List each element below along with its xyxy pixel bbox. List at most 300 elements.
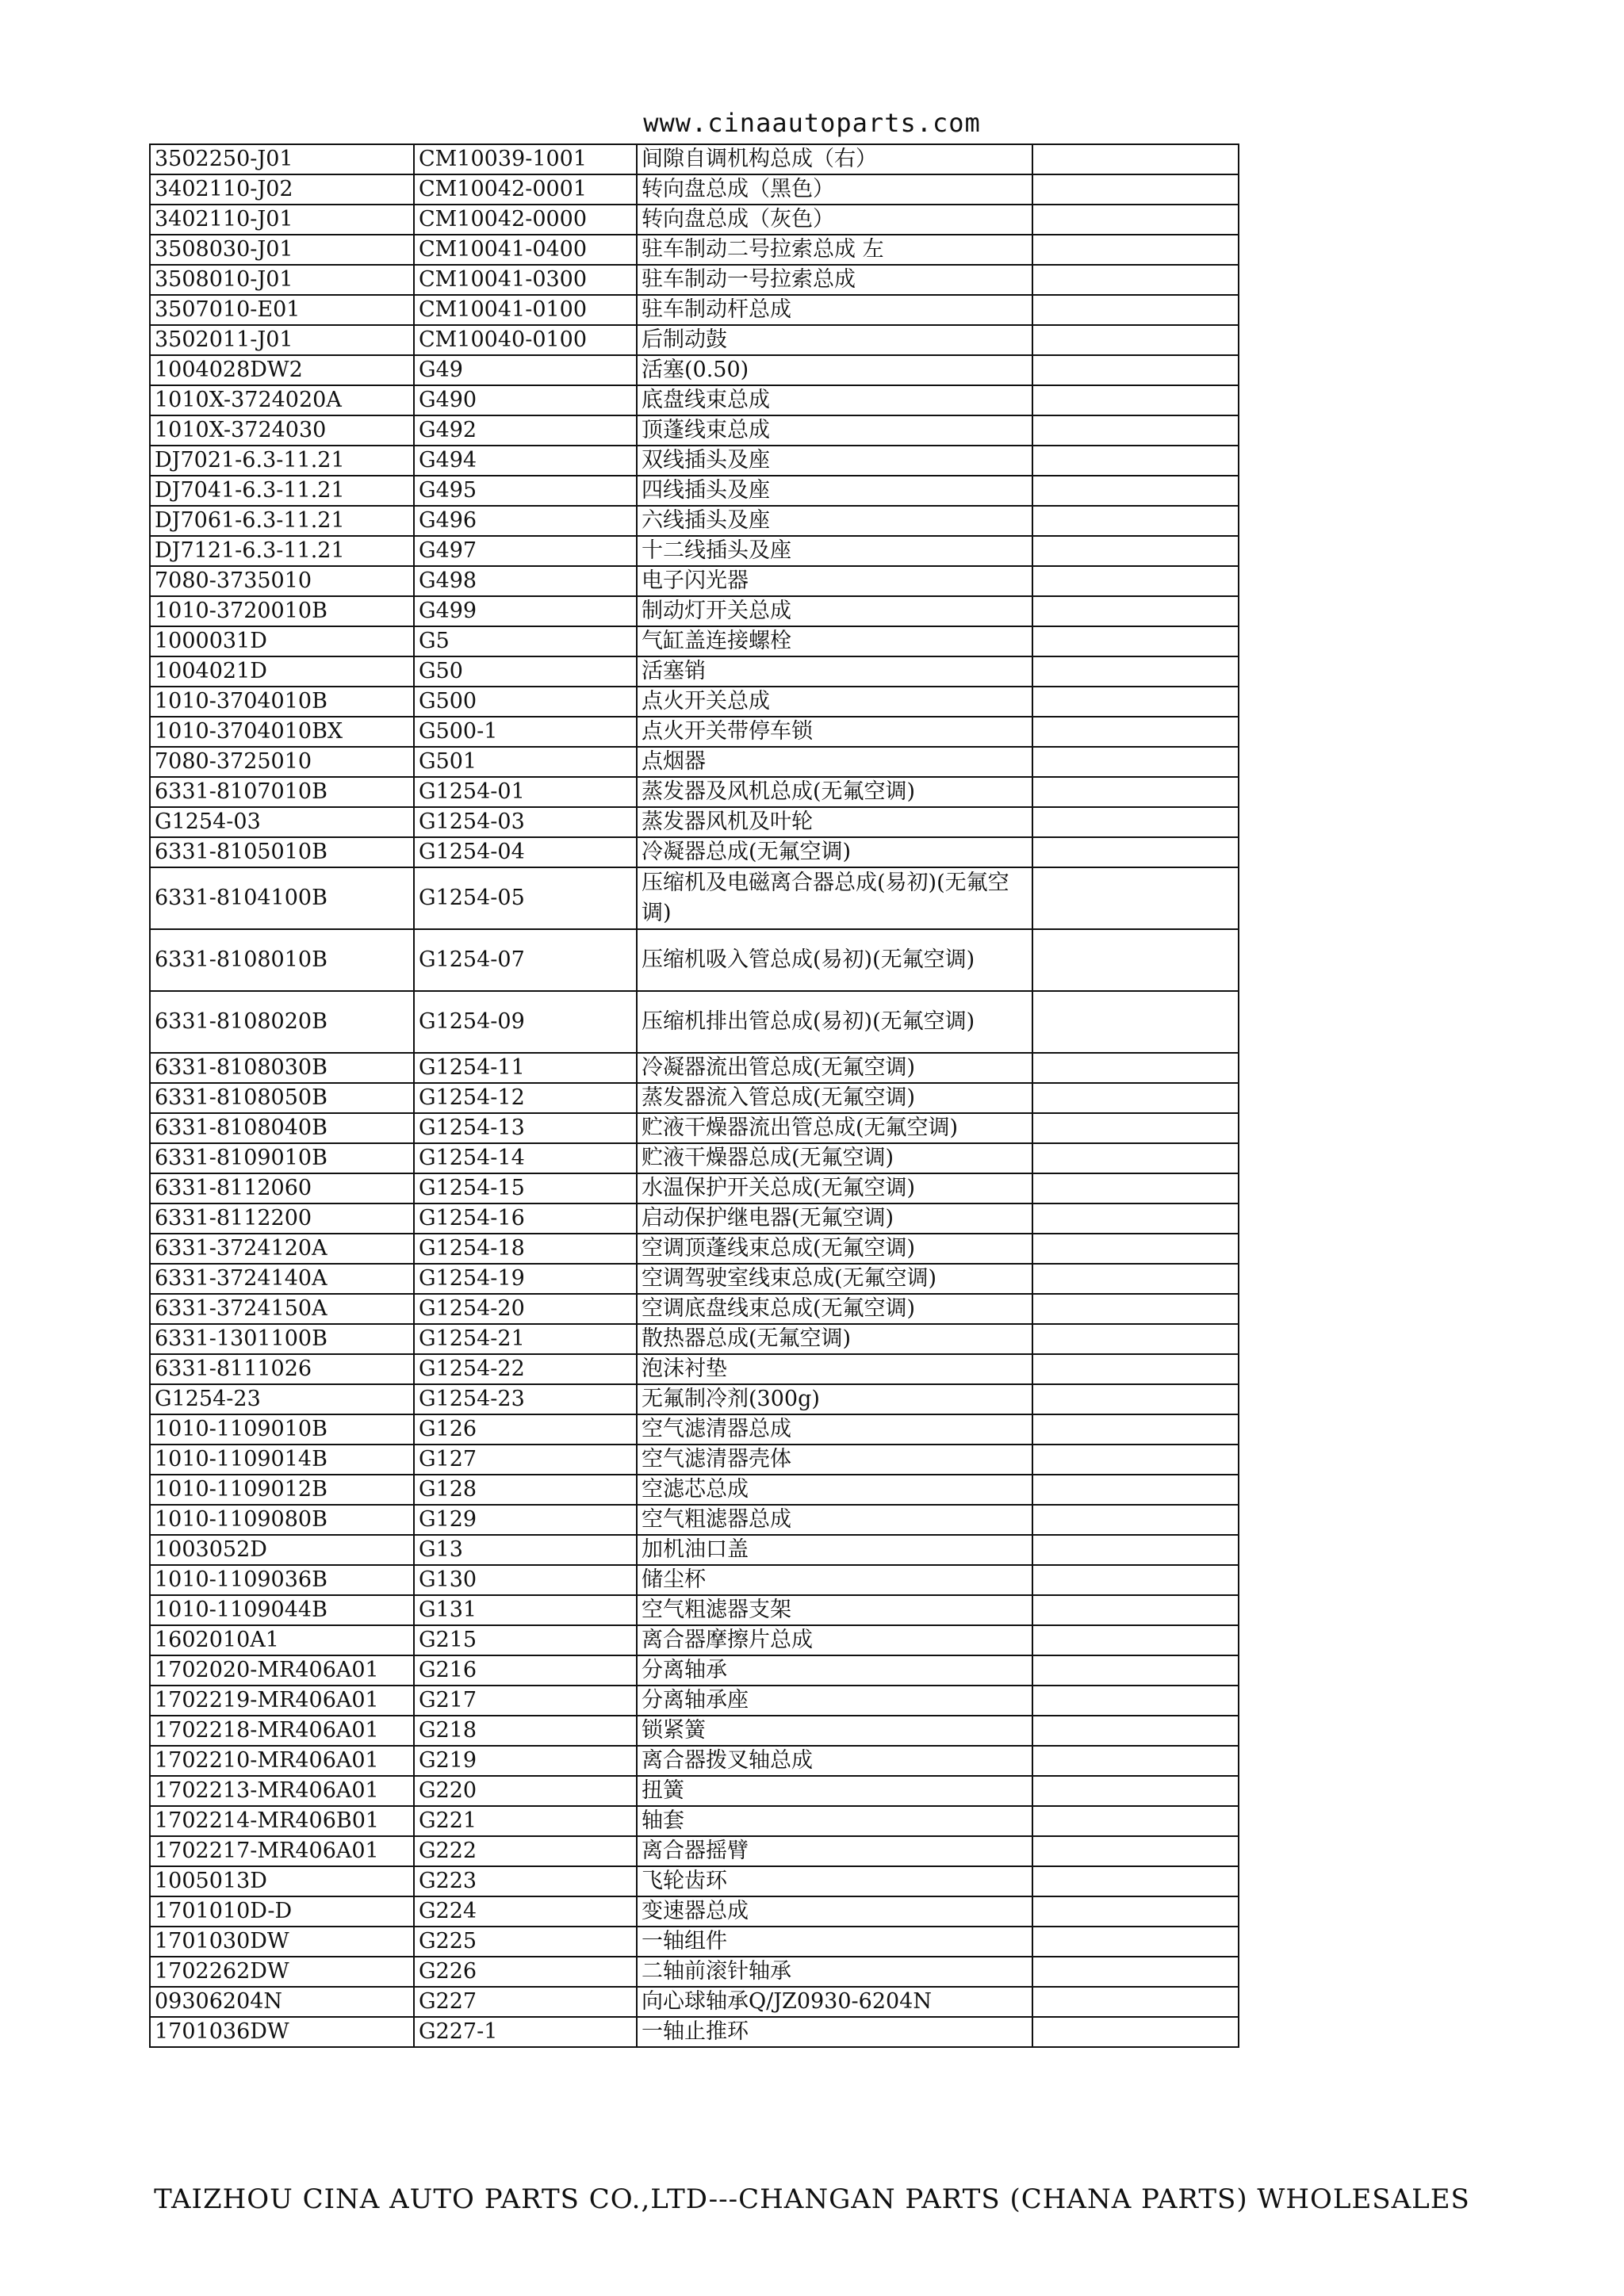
part-name-cell: 储尘杯 xyxy=(637,1565,1032,1595)
table-row xyxy=(150,596,1239,626)
part-name-cell: 加机油口盖 xyxy=(637,1535,1032,1565)
note-cell xyxy=(1032,777,1239,807)
part-code-cell: CM10040-0100 xyxy=(414,325,637,355)
part-code-cell: CM10041-0300 xyxy=(414,265,637,295)
part-code-cell: G1254-20 xyxy=(414,1294,637,1324)
note-cell xyxy=(1032,1595,1239,1625)
note-cell xyxy=(1032,867,1239,929)
note-cell xyxy=(1032,1686,1239,1716)
table-row xyxy=(150,837,1239,867)
part-name-cell: 分离轴承 xyxy=(637,1655,1032,1686)
part-name-cell: 驻车制动一号拉索总成 xyxy=(637,265,1032,295)
part-code-cell: G500-1 xyxy=(414,717,637,747)
part-name-cell: 空调底盘线束总成(无氟空调) xyxy=(637,1294,1032,1324)
note-cell xyxy=(1032,656,1239,687)
oem-number-cell: 1010-3704010B xyxy=(150,687,414,717)
part-name-cell: 空气滤清器壳体 xyxy=(637,1445,1032,1475)
oem-number-cell: 1702219-MR406A01 xyxy=(150,1686,414,1716)
oem-number-cell: 3402110-J02 xyxy=(150,174,414,205)
table-row xyxy=(150,626,1239,656)
part-code-cell: G490 xyxy=(414,385,637,415)
oem-number-cell: 1000031D xyxy=(150,626,414,656)
part-name-cell: 变速器总成 xyxy=(637,1896,1032,1927)
note-cell xyxy=(1032,929,1239,991)
table-row xyxy=(150,174,1239,205)
oem-number-cell: 3508030-J01 xyxy=(150,235,414,265)
part-code-cell: G495 xyxy=(414,476,637,506)
page-header-url: www.cinaautoparts.com xyxy=(643,108,981,138)
oem-number-cell: 1010-1109014B xyxy=(150,1445,414,1475)
note-cell xyxy=(1032,1143,1239,1173)
part-name-cell: 冷凝器总成(无氟空调) xyxy=(637,837,1032,867)
note-cell xyxy=(1032,446,1239,476)
part-code-cell: G223 xyxy=(414,1866,637,1896)
table-row xyxy=(150,1957,1239,1987)
part-code-cell: G219 xyxy=(414,1746,637,1776)
part-name-cell: 水温保护开关总成(无氟空调) xyxy=(637,1173,1032,1203)
oem-number-cell: 1701030DW xyxy=(150,1927,414,1957)
part-name-cell: 转向盘总成（灰色） xyxy=(637,205,1032,235)
table-row xyxy=(150,1294,1239,1324)
table-row xyxy=(150,1113,1239,1143)
table-row xyxy=(150,1896,1239,1927)
oem-number-cell: DJ7041-6.3-11.21 xyxy=(150,476,414,506)
oem-number-cell: 1702214-MR406B01 xyxy=(150,1806,414,1836)
note-cell xyxy=(1032,1716,1239,1746)
part-name-cell: 空气滤清器总成 xyxy=(637,1414,1032,1445)
note-cell xyxy=(1032,687,1239,717)
note-cell xyxy=(1032,1776,1239,1806)
oem-number-cell: 1010-3704010BX xyxy=(150,717,414,747)
oem-number-cell: 3402110-J01 xyxy=(150,205,414,235)
part-code-cell: G501 xyxy=(414,747,637,777)
oem-number-cell: 1010-1109012B xyxy=(150,1475,414,1505)
part-name-cell: 散热器总成(无氟空调) xyxy=(637,1324,1032,1354)
part-code-cell: G216 xyxy=(414,1655,637,1686)
oem-number-cell: G1254-03 xyxy=(150,807,414,837)
note-cell xyxy=(1032,235,1239,265)
note-cell xyxy=(1032,476,1239,506)
note-cell xyxy=(1032,1987,1239,2017)
note-cell xyxy=(1032,2017,1239,2047)
note-cell xyxy=(1032,174,1239,205)
table-row xyxy=(150,1686,1239,1716)
part-name-cell: 扭簧 xyxy=(637,1776,1032,1806)
oem-number-cell: 1602010A1 xyxy=(150,1625,414,1655)
part-name-cell: 空调顶蓬线束总成(无氟空调) xyxy=(637,1234,1032,1264)
table-row xyxy=(150,1053,1239,1083)
part-code-cell: G130 xyxy=(414,1565,637,1595)
table-row xyxy=(150,1655,1239,1686)
part-name-cell: 点烟器 xyxy=(637,747,1032,777)
note-cell xyxy=(1032,1836,1239,1866)
oem-number-cell: 6331-3724140A xyxy=(150,1264,414,1294)
part-code-cell: G226 xyxy=(414,1957,637,1987)
part-name-cell: 制动灯开关总成 xyxy=(637,596,1032,626)
part-code-cell: CM10039-1001 xyxy=(414,144,637,174)
part-code-cell: G494 xyxy=(414,446,637,476)
part-code-cell: G218 xyxy=(414,1716,637,1746)
part-code-cell: G126 xyxy=(414,1414,637,1445)
part-code-cell: G1254-21 xyxy=(414,1324,637,1354)
part-name-cell: 飞轮齿环 xyxy=(637,1866,1032,1896)
part-code-cell: G127 xyxy=(414,1445,637,1475)
part-name-cell: 冷凝器流出管总成(无氟空调) xyxy=(637,1053,1032,1083)
oem-number-cell: 1701036DW xyxy=(150,2017,414,2047)
oem-number-cell: 1005013D xyxy=(150,1866,414,1896)
table-row xyxy=(150,506,1239,536)
table-row xyxy=(150,1324,1239,1354)
oem-number-cell: 6331-8109010B xyxy=(150,1143,414,1173)
oem-number-cell: 6331-8108050B xyxy=(150,1083,414,1113)
oem-number-cell: 1702217-MR406A01 xyxy=(150,1836,414,1866)
note-cell xyxy=(1032,1896,1239,1927)
part-name-cell: 四线插头及座 xyxy=(637,476,1032,506)
oem-number-cell: 1010-1109010B xyxy=(150,1414,414,1445)
table-row xyxy=(150,536,1239,566)
oem-number-cell: 1010X-3724020A xyxy=(150,385,414,415)
table-row xyxy=(150,1746,1239,1776)
table-row xyxy=(150,1264,1239,1294)
note-cell xyxy=(1032,596,1239,626)
part-name-cell: 空调驾驶室线束总成(无氟空调) xyxy=(637,1264,1032,1294)
part-name-cell: 压缩机吸入管总成(易初)(无氟空调) xyxy=(637,929,1032,991)
part-code-cell: G224 xyxy=(414,1896,637,1927)
table-row xyxy=(150,991,1239,1053)
note-cell xyxy=(1032,1746,1239,1776)
oem-number-cell: 6331-1301100B xyxy=(150,1324,414,1354)
note-cell xyxy=(1032,1083,1239,1113)
part-name-cell: 活塞(0.50) xyxy=(637,355,1032,385)
table-row xyxy=(150,265,1239,295)
part-name-cell: 泡沫衬垫 xyxy=(637,1354,1032,1384)
table-row xyxy=(150,415,1239,446)
part-code-cell: G1254-14 xyxy=(414,1143,637,1173)
table-row xyxy=(150,1565,1239,1595)
part-name-cell: 六线插头及座 xyxy=(637,506,1032,536)
oem-number-cell: 1004021D xyxy=(150,656,414,687)
note-cell xyxy=(1032,807,1239,837)
part-name-cell: 离合器拨叉轴总成 xyxy=(637,1746,1032,1776)
part-code-cell: G129 xyxy=(414,1505,637,1535)
part-code-cell: G499 xyxy=(414,596,637,626)
part-code-cell: CM10041-0100 xyxy=(414,295,637,325)
table-row xyxy=(150,235,1239,265)
table-row xyxy=(150,1625,1239,1655)
page-footer-company: TAIZHOU CINA AUTO PARTS CO.,LTD---CHANGAN PARTS (CHANA PARTS) WHOLESALES xyxy=(154,2183,1470,2215)
table-row xyxy=(150,1716,1239,1746)
note-cell xyxy=(1032,566,1239,596)
part-name-cell: 一轴止推环 xyxy=(637,2017,1032,2047)
oem-number-cell: 09306204N xyxy=(150,1987,414,2017)
part-name-cell: 驻车制动二号拉索总成 左 xyxy=(637,235,1032,265)
oem-number-cell: 6331-8112200 xyxy=(150,1203,414,1234)
part-name-cell: 电子闪光器 xyxy=(637,566,1032,596)
note-cell xyxy=(1032,325,1239,355)
part-code-cell: G1254-03 xyxy=(414,807,637,837)
part-code-cell: CM10042-0001 xyxy=(414,174,637,205)
oem-number-cell: 1010-1109044B xyxy=(150,1595,414,1625)
note-cell xyxy=(1032,1535,1239,1565)
part-name-cell: 底盘线束总成 xyxy=(637,385,1032,415)
oem-number-cell: 6331-8112060 xyxy=(150,1173,414,1203)
oem-number-cell: 7080-3725010 xyxy=(150,747,414,777)
table-row xyxy=(150,1987,1239,2017)
part-code-cell: G227-1 xyxy=(414,2017,637,2047)
part-name-cell: 压缩机排出管总成(易初)(无氟空调) xyxy=(637,991,1032,1053)
part-code-cell: G1254-19 xyxy=(414,1264,637,1294)
part-code-cell: G1254-12 xyxy=(414,1083,637,1113)
note-cell xyxy=(1032,1294,1239,1324)
note-cell xyxy=(1032,1384,1239,1414)
oem-number-cell: 1010X-3724030 xyxy=(150,415,414,446)
table-row xyxy=(150,1083,1239,1113)
table-row xyxy=(150,355,1239,385)
part-code-cell: G1254-16 xyxy=(414,1203,637,1234)
part-code-cell: G1254-05 xyxy=(414,867,637,929)
oem-number-cell: G1254-23 xyxy=(150,1384,414,1414)
part-code-cell: G1254-07 xyxy=(414,929,637,991)
part-code-cell: G131 xyxy=(414,1595,637,1625)
part-code-cell: G1254-22 xyxy=(414,1354,637,1384)
table-row xyxy=(150,385,1239,415)
part-code-cell: G1254-04 xyxy=(414,837,637,867)
oem-number-cell: DJ7061-6.3-11.21 xyxy=(150,506,414,536)
part-code-cell: G492 xyxy=(414,415,637,446)
note-cell xyxy=(1032,1957,1239,1987)
oem-number-cell: 6331-8108010B xyxy=(150,929,414,991)
table-row xyxy=(150,1535,1239,1565)
oem-number-cell: 6331-8108030B xyxy=(150,1053,414,1083)
table-row xyxy=(150,1836,1239,1866)
note-cell xyxy=(1032,205,1239,235)
oem-number-cell: 1010-3720010B xyxy=(150,596,414,626)
table-row xyxy=(150,656,1239,687)
part-name-cell: 点火开关带停车锁 xyxy=(637,717,1032,747)
oem-number-cell: 3502011-J01 xyxy=(150,325,414,355)
part-code-cell: G50 xyxy=(414,656,637,687)
part-name-cell: 二轴前滚针轴承 xyxy=(637,1957,1032,1987)
table-row xyxy=(150,325,1239,355)
table-row xyxy=(150,1143,1239,1173)
note-cell xyxy=(1032,265,1239,295)
note-cell xyxy=(1032,991,1239,1053)
part-code-cell: G128 xyxy=(414,1475,637,1505)
part-name-cell: 转向盘总成（黑色） xyxy=(637,174,1032,205)
note-cell xyxy=(1032,717,1239,747)
part-code-cell: G1254-11 xyxy=(414,1053,637,1083)
table-row xyxy=(150,566,1239,596)
note-cell xyxy=(1032,626,1239,656)
part-name-cell: 贮液干燥器流出管总成(无氟空调) xyxy=(637,1113,1032,1143)
table-row xyxy=(150,717,1239,747)
part-name-cell: 驻车制动杆总成 xyxy=(637,295,1032,325)
part-name-cell: 气缸盖连接螺栓 xyxy=(637,626,1032,656)
table-row xyxy=(150,446,1239,476)
note-cell xyxy=(1032,385,1239,415)
table-row xyxy=(150,1173,1239,1203)
table-row xyxy=(150,1445,1239,1475)
part-code-cell: G1254-09 xyxy=(414,991,637,1053)
part-code-cell: G1254-13 xyxy=(414,1113,637,1143)
note-cell xyxy=(1032,1475,1239,1505)
table-row xyxy=(150,807,1239,837)
oem-number-cell: DJ7121-6.3-11.21 xyxy=(150,536,414,566)
part-name-cell: 蒸发器风机及叶轮 xyxy=(637,807,1032,837)
part-name-cell: 分离轴承座 xyxy=(637,1686,1032,1716)
oem-number-cell: 1003052D xyxy=(150,1535,414,1565)
oem-number-cell: 1702210-MR406A01 xyxy=(150,1746,414,1776)
table-row xyxy=(150,1595,1239,1625)
part-name-cell: 空气粗滤器总成 xyxy=(637,1505,1032,1535)
oem-number-cell: DJ7021-6.3-11.21 xyxy=(150,446,414,476)
part-name-cell: 双线插头及座 xyxy=(637,446,1032,476)
part-name-cell: 点火开关总成 xyxy=(637,687,1032,717)
note-cell xyxy=(1032,1866,1239,1896)
part-code-cell: G1254-15 xyxy=(414,1173,637,1203)
table-row xyxy=(150,1505,1239,1535)
oem-number-cell: 6331-8104100B xyxy=(150,867,414,929)
table-row xyxy=(150,1203,1239,1234)
oem-number-cell: 6331-8105010B xyxy=(150,837,414,867)
table-row xyxy=(150,1806,1239,1836)
oem-number-cell: 1702262DW xyxy=(150,1957,414,1987)
note-cell xyxy=(1032,747,1239,777)
part-code-cell: G215 xyxy=(414,1625,637,1655)
part-name-cell: 顶蓬线束总成 xyxy=(637,415,1032,446)
table-row xyxy=(150,1354,1239,1384)
oem-number-cell: 1701010D-D xyxy=(150,1896,414,1927)
note-cell xyxy=(1032,1505,1239,1535)
oem-number-cell: 6331-3724150A xyxy=(150,1294,414,1324)
part-name-cell: 十二线插头及座 xyxy=(637,536,1032,566)
part-name-cell: 向心球轴承Q/JZ0930-6204N xyxy=(637,1987,1032,2017)
part-name-cell: 一轴组件 xyxy=(637,1927,1032,1957)
part-name-cell: 蒸发器及风机总成(无氟空调) xyxy=(637,777,1032,807)
part-code-cell: G500 xyxy=(414,687,637,717)
note-cell xyxy=(1032,506,1239,536)
table-row xyxy=(150,2017,1239,2047)
note-cell xyxy=(1032,1203,1239,1234)
note-cell xyxy=(1032,1927,1239,1957)
table-row xyxy=(150,867,1239,929)
part-code-cell: G1254-01 xyxy=(414,777,637,807)
part-name-cell: 离合器摇臂 xyxy=(637,1836,1032,1866)
oem-number-cell: 1010-1109080B xyxy=(150,1505,414,1535)
part-code-cell: G13 xyxy=(414,1535,637,1565)
table-row xyxy=(150,1866,1239,1896)
oem-number-cell: 1010-1109036B xyxy=(150,1565,414,1595)
part-code-cell: G1254-18 xyxy=(414,1234,637,1264)
part-code-cell: G221 xyxy=(414,1806,637,1836)
oem-number-cell: 6331-3724120A xyxy=(150,1234,414,1264)
table-row xyxy=(150,476,1239,506)
note-cell xyxy=(1032,144,1239,174)
oem-number-cell: 6331-8111026 xyxy=(150,1354,414,1384)
part-code-cell: G227 xyxy=(414,1987,637,2017)
note-cell xyxy=(1032,1806,1239,1836)
parts-table xyxy=(149,144,1239,2048)
part-code-cell: G5 xyxy=(414,626,637,656)
oem-number-cell: 1702213-MR406A01 xyxy=(150,1776,414,1806)
table-row xyxy=(150,777,1239,807)
part-code-cell: G1254-23 xyxy=(414,1384,637,1414)
oem-number-cell: 1004028DW2 xyxy=(150,355,414,385)
part-name-cell: 空滤芯总成 xyxy=(637,1475,1032,1505)
part-name-cell: 锁紧簧 xyxy=(637,1716,1032,1746)
part-name-cell: 空气粗滤器支架 xyxy=(637,1595,1032,1625)
table-row xyxy=(150,144,1239,174)
part-code-cell: G498 xyxy=(414,566,637,596)
note-cell xyxy=(1032,1324,1239,1354)
oem-number-cell: 1702020-MR406A01 xyxy=(150,1655,414,1686)
table-row xyxy=(150,687,1239,717)
oem-number-cell: 3502250-J01 xyxy=(150,144,414,174)
note-cell xyxy=(1032,1565,1239,1595)
part-name-cell: 蒸发器流入管总成(无氟空调) xyxy=(637,1083,1032,1113)
table-row xyxy=(150,1414,1239,1445)
note-cell xyxy=(1032,1053,1239,1083)
part-code-cell: G497 xyxy=(414,536,637,566)
part-name-cell: 后制动鼓 xyxy=(637,325,1032,355)
part-name-cell: 无氟制冷剂(300g) xyxy=(637,1384,1032,1414)
table-row xyxy=(150,1776,1239,1806)
note-cell xyxy=(1032,1445,1239,1475)
note-cell xyxy=(1032,415,1239,446)
oem-number-cell: 6331-8108020B xyxy=(150,991,414,1053)
table-row xyxy=(150,295,1239,325)
note-cell xyxy=(1032,1625,1239,1655)
note-cell xyxy=(1032,1173,1239,1203)
part-code-cell: CM10041-0400 xyxy=(414,235,637,265)
note-cell xyxy=(1032,295,1239,325)
oem-number-cell: 3507010-E01 xyxy=(150,295,414,325)
part-code-cell: G49 xyxy=(414,355,637,385)
oem-number-cell: 1702218-MR406A01 xyxy=(150,1716,414,1746)
note-cell xyxy=(1032,1655,1239,1686)
table-row xyxy=(150,929,1239,991)
note-cell xyxy=(1032,1264,1239,1294)
part-name-cell: 贮液干燥器总成(无氟空调) xyxy=(637,1143,1032,1173)
oem-number-cell: 3508010-J01 xyxy=(150,265,414,295)
part-code-cell: G225 xyxy=(414,1927,637,1957)
table-row xyxy=(150,1384,1239,1414)
table-row xyxy=(150,747,1239,777)
table-row xyxy=(150,205,1239,235)
table-row xyxy=(150,1234,1239,1264)
part-code-cell: CM10042-0000 xyxy=(414,205,637,235)
part-name-cell: 活塞销 xyxy=(637,656,1032,687)
note-cell xyxy=(1032,536,1239,566)
table-row xyxy=(150,1475,1239,1505)
note-cell xyxy=(1032,1414,1239,1445)
part-name-cell: 启动保护继电器(无氟空调) xyxy=(637,1203,1032,1234)
part-code-cell: G220 xyxy=(414,1776,637,1806)
oem-number-cell: 7080-3735010 xyxy=(150,566,414,596)
note-cell xyxy=(1032,837,1239,867)
note-cell xyxy=(1032,1354,1239,1384)
part-code-cell: G222 xyxy=(414,1836,637,1866)
note-cell xyxy=(1032,1234,1239,1264)
note-cell xyxy=(1032,355,1239,385)
oem-number-cell: 6331-8107010B xyxy=(150,777,414,807)
part-name-cell: 压缩机及电磁离合器总成(易初)(无氟空调) xyxy=(637,867,1032,929)
part-name-cell: 轴套 xyxy=(637,1806,1032,1836)
oem-number-cell: 6331-8108040B xyxy=(150,1113,414,1143)
part-code-cell: G496 xyxy=(414,506,637,536)
part-code-cell: G217 xyxy=(414,1686,637,1716)
note-cell xyxy=(1032,1113,1239,1143)
